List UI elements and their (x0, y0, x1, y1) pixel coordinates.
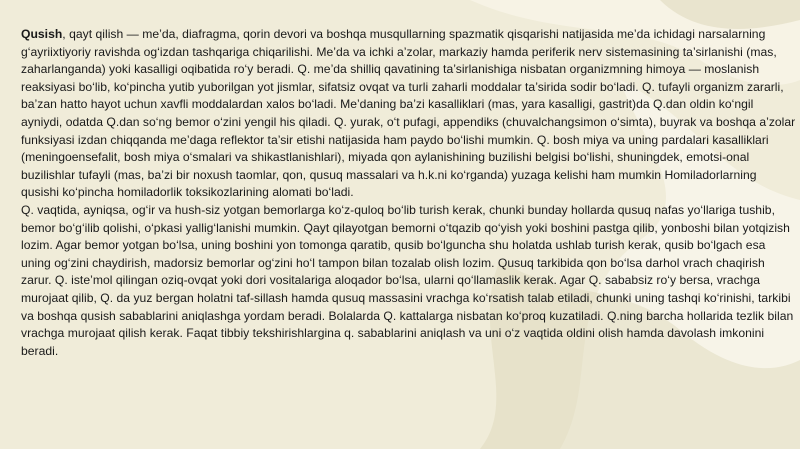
document-body (21, 26, 796, 360)
paragraph-definition (21, 26, 796, 202)
paragraph-text-1: , qayt qilish — me’da, diafragma, qorin devori va boshqa musqullarning spazmatik qisqarishi natijasida me’da ichidagi narsalarning g‘ayriixtiyoriy ravishda og‘izdan tashqariga chiqarilishi. Me’da va ichki a’zolar, markaziy hamda periferik nerv sistemasining ta’sirlanishi (mas, zaharlanganda) yoki kasalligi oqibatida ro‘y beradi. Q. me’da shilliq qavatining ta’sirlanishiga nisbatan organizmning himoya — moslanish reaksiyasi bo‘lib, ko‘pincha yutib yuborilgan yot jismlar, sifatsiz ovqat va turli zaharli moddalar ta’sirida sodir bo‘ladi. Q. tufayli organizm zararli, ba’zan hatto hayot uchun xavfli moddalardan xalos bo‘ladi. Me’daning ba’zi kasalliklari (mas, yara kasalligi, gastrit)da Q.dan oldin ko‘ngil ayniydi, odatda Q.dan so‘ng bemor o‘zini yengil his qiladi. Q. yurak, o‘t pufagi, appendiks (chuvalchangsimon o‘simta), buyrak va boshqa a’zolar funksiyasi izdan chiqqanda me’daga reflektor ta’sir etishi natijasida ham paydo bo‘lishi mumkin. Q. bosh miya va uning pardalari kasalliklari (meningoensefalit, bosh miya o‘smalari va shikastlanishlari), miyada qon aylanishining buzilishi belgisi bo‘lishi, shuningdek, emotsi-onal buzilishlar tufayli (mas, ba’zi bir noxush taomlar, qon, qusuq massalari va h.k.ni ko‘rganda) yuzaga kelishi ham mumkin Homiladorlarning qusishi ko‘pincha homiladorlik toksikozlarining alomati bo‘ladi. (21, 27, 796, 200)
lead-term: Qusish (21, 27, 63, 41)
paragraph-care: Q. vaqtida, ayniqsa, og‘ir va hush-siz yotgan bemorlarga ko‘z-quloq bo‘lib turish kerak, chunki bunday hollarda qusuq nafas yo‘llariga tushib, bemor bo‘g‘ilib qolishi, o‘pkasi yallig‘lanishi mumkin. Qayt qilayotgan bemorni o‘tqazib qo‘yish yoki boshini pastga qilib, yonboshi bilan yotqizish lozim. Agar bemor yotgan bo‘lsa, uning boshini yon tomonga qaratib, qusib bo‘lguncha shu holatda ushlab turish kerak, qusib bo‘lgach esa uning og‘zini chaydirish, madorsiz bemorlar og‘zini ho‘l tampon bilan tozalab olish lozim. Qusuq tarkibida qon bo‘lsa darhol vrach chaqirish zarur. Q. iste’mol qilingan oziq-ovqat yoki dori vositalariga aloqador bo‘lsa, ularni qo‘llamaslik kerak. Agar Q. sababsiz ro‘y bersa, vrachga murojaat qilib, Q. da yuz bergan holatni taf-sillash hamda qusuq massasini vrachga ko‘rsatish talab etiladi, chunki uning tashqi ko‘rinishi, tarkibi va boshqa qusish sabablarini aniqlashga yordam beradi. Bolalarda Q. kattalarga nisbatan ko‘proq kuzatiladi. Q.ning barcha hollarida tezlik bilan vrachga murojaat qilish kerak. Faqat tibbiy tekshirishlargina q. sabablarini aniqlash va uni o‘z vaqtida oldini olish hamda davolash imkonini beradi. (21, 202, 794, 358)
